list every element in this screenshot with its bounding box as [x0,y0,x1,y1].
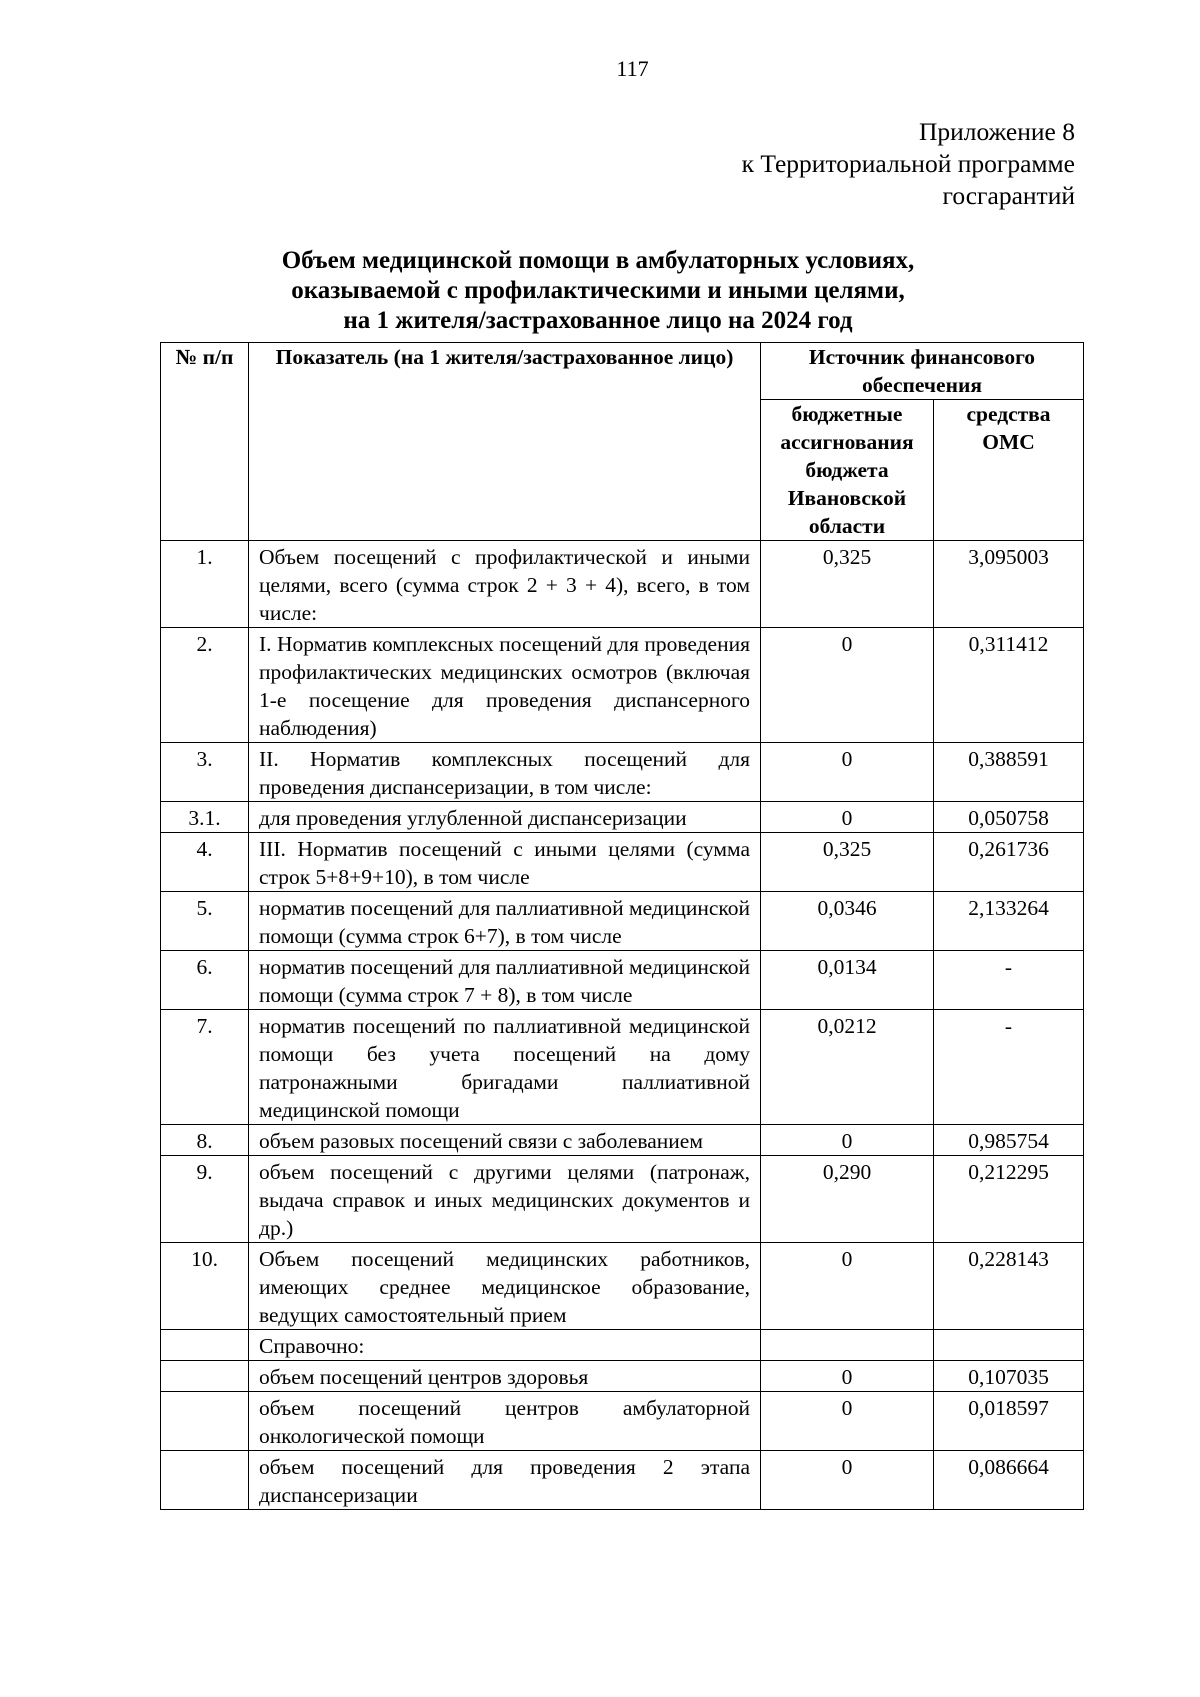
row-number: 4. [161,833,249,892]
row-oms-value: 0,018597 [934,1392,1084,1451]
appendix-line-1: Приложение 8 [919,117,1075,146]
row-budget-value: 0,0346 [761,892,934,951]
table-row [161,1243,1084,1330]
header-budget-label: бюджетные ассигнования бюджета Ивановской области [780,402,914,538]
row-budget-value: 0 [761,1243,934,1330]
header-indicator [249,343,761,541]
row-budget-value: 0 [761,1125,934,1156]
header-row [161,343,1084,400]
row-number: 1. [161,541,249,628]
row-budget-value: 0,0212 [761,1010,934,1125]
row-oms-value: 0,107035 [934,1361,1084,1392]
table-row [161,541,1084,628]
table-row [161,802,1084,833]
header-oms-label: средства ОМС [966,402,1051,454]
row-oms-value: - [934,951,1084,1010]
row-oms-value [934,1330,1084,1361]
row-budget-value: 0 [761,628,934,743]
row-indicator: Справочно: [249,1330,761,1361]
row-indicator: I. Норматив комплексных посещений для проведения профилактических медицинских осмотров (включая 1-е посещение для проведения диспансерного наблюдения) [249,628,761,743]
header-source [761,343,1084,400]
row-number: 5. [161,892,249,951]
table-row [161,1330,1084,1361]
row-budget-value: 0 [761,1361,934,1392]
row-number [161,1392,249,1451]
row-number: 3. [161,743,249,802]
row-number [161,1361,249,1392]
volume-table [160,342,1084,1510]
header-num [161,343,249,541]
row-indicator: II. Норматив комплексных посещений для проведения диспансеризации, в том числе: [249,743,761,802]
row-number: 6. [161,951,249,1010]
row-oms-value: 0,311412 [934,628,1084,743]
row-indicator: для проведения углубленной диспансеризации [249,802,761,833]
title-line-2: оказываемой с профилактическими и иными целями, [291,277,905,304]
row-budget-value: 0,290 [761,1156,934,1243]
header-indicator-label: Показатель (на 1 жителя/застрахованное лицо) [275,345,734,369]
row-oms-value: 2,133264 [934,892,1084,951]
table-body [161,541,1084,1510]
row-oms-value: 0,212295 [934,1156,1084,1243]
table-row [161,1361,1084,1392]
row-indicator: III. Норматив посещений с иными целями (сумма строк 5+8+9+10), в том числе [249,833,761,892]
table-row [161,1010,1084,1125]
table-row [161,1451,1084,1510]
row-oms-value: 0,261736 [934,833,1084,892]
row-budget-value: 0 [761,802,934,833]
row-indicator: норматив посещений по паллиативной медицинской помощи без учета посещений на дому патронажными бригадами паллиативной медицинской помощи [249,1010,761,1125]
table-row [161,743,1084,802]
row-oms-value: 0,050758 [934,802,1084,833]
row-oms-value: 0,388591 [934,743,1084,802]
row-indicator: объем посещений центров здоровья [249,1361,761,1392]
row-indicator: норматив посещений для паллиативной медицинской помощи (сумма строк 6+7), в том числе [249,892,761,951]
row-budget-value: 0 [761,743,934,802]
row-indicator: объем разовых посещений связи с заболеванием [249,1125,761,1156]
row-number: 2. [161,628,249,743]
appendix-line-3: госгарантий [942,181,1075,210]
row-budget-value [761,1330,934,1361]
header-oms [934,400,1084,541]
appendix-caption [475,116,1075,212]
title-line-1: Объем медицинской помощи в амбулаторных условиях, [281,247,915,274]
row-oms-value: 3,095003 [934,541,1084,628]
document-title [150,246,1046,336]
row-indicator: Объем посещений с профилактической и иными целями, всего (сумма строк 2 + 3 + 4), всего, в том числе: [249,541,761,628]
header-source-label: Источник финансового обеспечения [808,345,1036,397]
header-num-label: № п/п [175,345,234,369]
row-number [161,1330,249,1361]
table-row [161,892,1084,951]
page-number: 117 [616,56,649,81]
table-row [161,1392,1084,1451]
row-oms-value: - [934,1010,1084,1125]
row-budget-value: 0,325 [761,833,934,892]
table-row [161,628,1084,743]
row-number: 10. [161,1243,249,1330]
row-number [161,1451,249,1510]
row-oms-value: 0,086664 [934,1451,1084,1510]
table-row [161,833,1084,892]
row-budget-value: 0 [761,1392,934,1451]
header-budget [761,400,934,541]
table-row [161,1156,1084,1243]
row-number: 9. [161,1156,249,1243]
row-oms-value: 0,228143 [934,1243,1084,1330]
row-number: 7. [161,1010,249,1125]
row-indicator: Объем посещений медицинских работников, имеющих среднее медицинское образование, ведущих самостоятельный прием [249,1243,761,1330]
row-budget-value: 0,0134 [761,951,934,1010]
row-indicator: объем посещений для проведения 2 этапа диспансеризации [249,1451,761,1510]
row-budget-value: 0 [761,1451,934,1510]
row-indicator: объем посещений с другими целями (патронаж, выдача справок и иных медицинских документов и др.) [249,1156,761,1243]
row-oms-value: 0,985754 [934,1125,1084,1156]
row-indicator: объем посещений центров амбулаторной онкологической помощи [249,1392,761,1451]
row-indicator: норматив посещений для паллиативной медицинской помощи (сумма строк 7 + 8), в том числе [249,951,761,1010]
row-number: 8. [161,1125,249,1156]
row-budget-value: 0,325 [761,541,934,628]
row-number: 3.1. [161,802,249,833]
table-row [161,951,1084,1010]
appendix-line-2: к Территориальной программе [741,149,1075,178]
title-line-3: на 1 жителя/застрахованное лицо на 2024 год [343,307,853,334]
table-row [161,1125,1084,1156]
